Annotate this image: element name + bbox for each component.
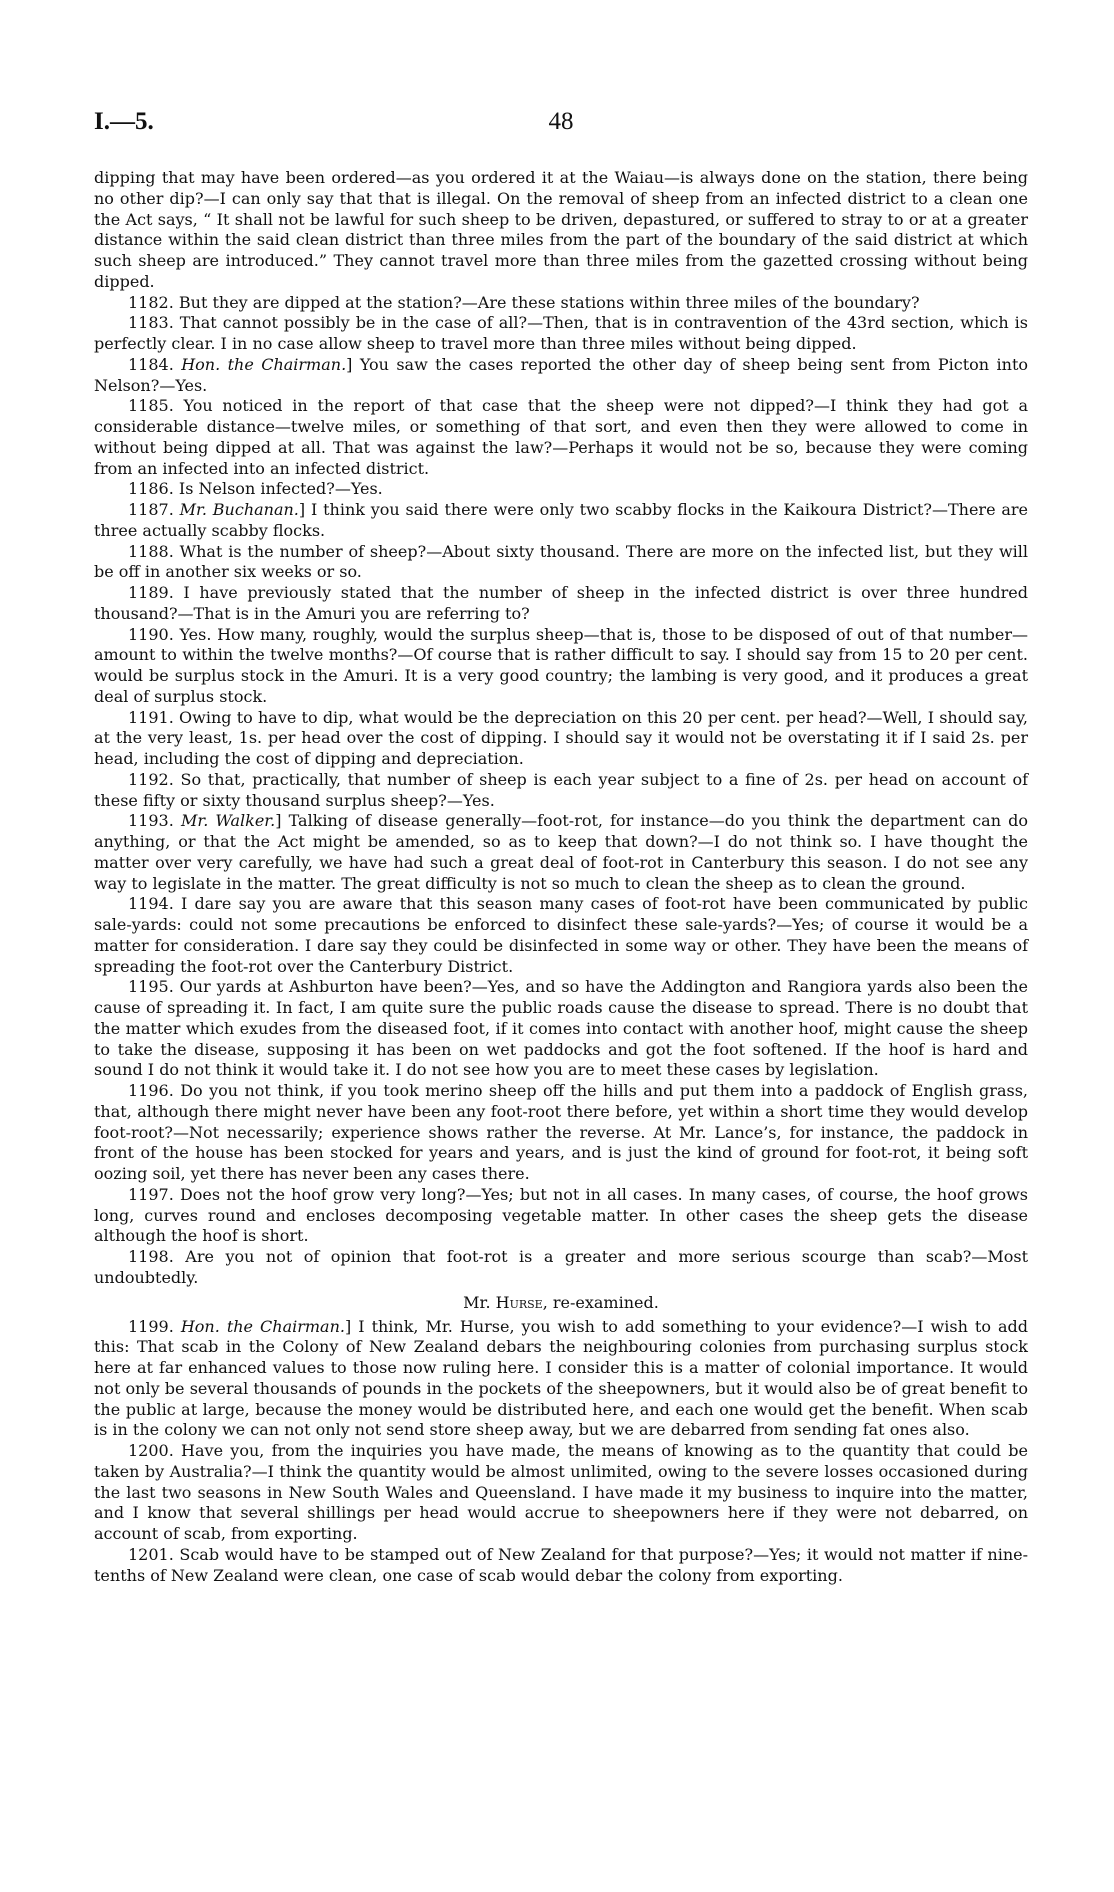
speaker-name: Mr. Buchanan. [179,500,299,519]
paragraph: 1189. I have previously stated that the number of sheep in the infected district is over three hundred thousand?—That is in the Amuri you are referring to? [94,583,1028,623]
paragraph: 1201. Scab would have to be stamped out of New Zealand for that purpose?—Yes; it would not matter if nine-tenths of New Zealand were clean, one case of scab would debar the colony from exporting. [94,1544,1028,1585]
page-header [94,108,1028,152]
question-number: 1184. [128,354,174,374]
speaker-name: Hon. the Chairman. [180,1316,345,1336]
paragraph [94,355,1028,397]
speaker-name: Mr. Walker. [180,811,276,831]
paragraph [94,500,1028,542]
paragraph: dipping that may have been ordered—as you ordered it at the Waiau—is always done on the station, there being no other dip?—I can only say that that is illegal. On the removal of sheep from an infected district to a clean one the Act says, “ It shall not be lawful for such sheep to be driven, depastured, or suffered to stray to or at a greater distance within the said clean district than three miles from the part of the boundary of the said district at which such sheep are introduced.” They cannot travel more than three miles from the gazetted crossing without being dipped. [94,168,1028,291]
paragraph: 1191. Owing to have to dip, what would be the depreciation on this 20 per cent. per head?—Well, I should say, at the very least, 1s. per head over the cost of dipping. I should say it would not be overstating it if I said 2s. per head, including the cost of dipping and depreciation. [94,707,1028,768]
page-number: 48 [548,108,574,135]
paragraph: 1190. Yes. How many, roughly, would the surplus sheep—that is, those to be disposed of out of that number—amount to within the twelve months?—Of course that is rather difficult to say. I should say from 15 to 20 per cent. would be surplus stock in the Amuri. It is a very good country; the lambing is very good, and it produces a great deal of surplus stock. [94,624,1028,706]
body-text [94,168,1028,1586]
paragraph-text: ] You saw the cases reported the other day of sheep being sent from Picton into Nelson?—Yes. [94,354,1029,395]
paragraph: 1183. That cannot possibly be in the case of all?—Then, that is in contravention of the 43rd section, which is perfectly clear. I in no case allow sheep to travel more than three miles without being dipped. [94,313,1028,353]
paragraph: 1188. What is the number of sheep?—About sixty thousand. There are more on the infected list, but they will be off in another six weeks or so. [94,541,1028,582]
section-heading-suffix: , re-examined. [542,1292,659,1312]
section-heading-prefix: Mr. [463,1292,496,1312]
paragraph: 1194. I dare say you are aware that this season many cases of foot-rot have been communicated by public sale-yards: could not some precautions be enforced to disinfect these sale-yards?—Yes; of course it would be a matter for consideration. I dare say they could be disinfected in some way or other. They have been the means of spreading the foot-rot over the Canterbury District. [94,894,1028,976]
paragraph: 1197. Does not the hoof grow very long?—Yes; but not in all cases. In many cases, of course, the hoof grows long, curves round and encloses decomposing vegetable matter. In other cases the sheep gets the disease although the hoof is short. [94,1184,1028,1246]
witness-name: Hurse [495,1292,543,1312]
paragraph [94,811,1028,894]
paragraph-text: ] I think you said there were only two scabby flocks in the Kaikoura District?—There are three actually scabby flocks. [94,500,1028,540]
paragraph: 1196. Do you not think, if you took merino sheep off the hills and put them into a paddock of English grass, that, although there might never have been any foot-root there before, yet within a short time they would develop foot-root?—Not necessarily; experience shows rather the reverse. At Mr. Lance’s, for instance, the paddock in front of the house has been stocked for years and years, and is just the kind of ground for foot-rot, it being soft oozing soil, yet there has never been any cases there. [94,1081,1028,1183]
paragraph-text: ] Talking of disease generally—foot-rot, for instance—do you think the department can do anything, or that the Act might be amended, so as to keep that down?—I do not think so. I have thought the matter over very carefully, we have had such a great deal of foot-rot in Canterbury this season. I do not see any way to legislate in the matter. The great difficulty is not so much to clean the sheep as to clean the ground. [94,811,1028,893]
paragraph: 1186. Is Nelson infected?—Yes. [128,479,383,499]
paragraph: 1198. Are you not of opinion that foot-rot is a greater and more serious scourge than scab?—Most undoubtedly. [94,1247,1028,1287]
section-heading [94,1292,1028,1314]
paragraph: 1200. Have you, from the inquiries you have made, the means of knowing as to the quantity that could be taken by Australia?—I think the quantity would be almost unlimited, owing to the severe losses occasioned during the last two seasons in New South Wales and Queensland. I have made it my business to inquire into the matter, and I know that several shillings per head would accrue to sheepowners here if they were not debarred, on account of scab, from exporting. [94,1441,1028,1543]
document-page [94,108,1028,1586]
paragraph: 1185. You noticed in the report of that case that the sheep were not dipped?—I think they had got a considerable distance—twelve miles, or something of that sort, and even then they were allowed to come in without being dipped at all. That was against the law?—Perhaps it would not be so, because they were coming from an infected into an infected district. [94,396,1028,478]
paragraph: 1195. Our yards at Ashburton have been?—Yes, and so have the Addington and Rangiora yards also been the cause of spreading it. In fact, I am quite sure the public roads cause the disease to spread. There is no doubt that the matter which exudes from the diseased foot, if it comes into contact with another hoof, might cause the sheep to take the disease, supposing it has been on wet paddocks and got the foot softened. If the hoof is hard and sound I do not think it would take it. I do not see how you are to meet these cases by legislation. [94,977,1028,1080]
document-reference: I.—5. [94,108,154,135]
paragraph-text: ] I think, Mr. Hurse, you wish to add something to your evidence?—I wish to add this: That scab in the Colony of New Zealand debars the neighbouring colonies from purchasing surplus stock here at far enhanced values to those now ruling here. I consider this is a matter of colonial importance. It would not only be several thousands of pounds in the pockets of the sheepowners, but it would also be of great benefit to the public at large, because the money would be distributed here, and each one would get the benefit. When scab is in the colony we can not only not send store sheep away, but we are debarred from sending fat ones also. [94,1316,1028,1440]
speaker-name: Hon. the Chairman. [181,354,347,374]
paragraph [94,1317,1028,1442]
paragraph: 1192. So that, practically, that number of sheep is each year subject to a fine of 2s. per head on account of these fifty or sixty thousand surplus sheep?—Yes. [94,769,1028,810]
question-number: 1199. [128,1316,174,1336]
question-number: 1193. [128,811,174,831]
paragraph: 1182. But they are dipped at the station?—Are these stations within three miles of the boundary? [128,292,920,312]
question-number: 1187. [128,500,174,519]
